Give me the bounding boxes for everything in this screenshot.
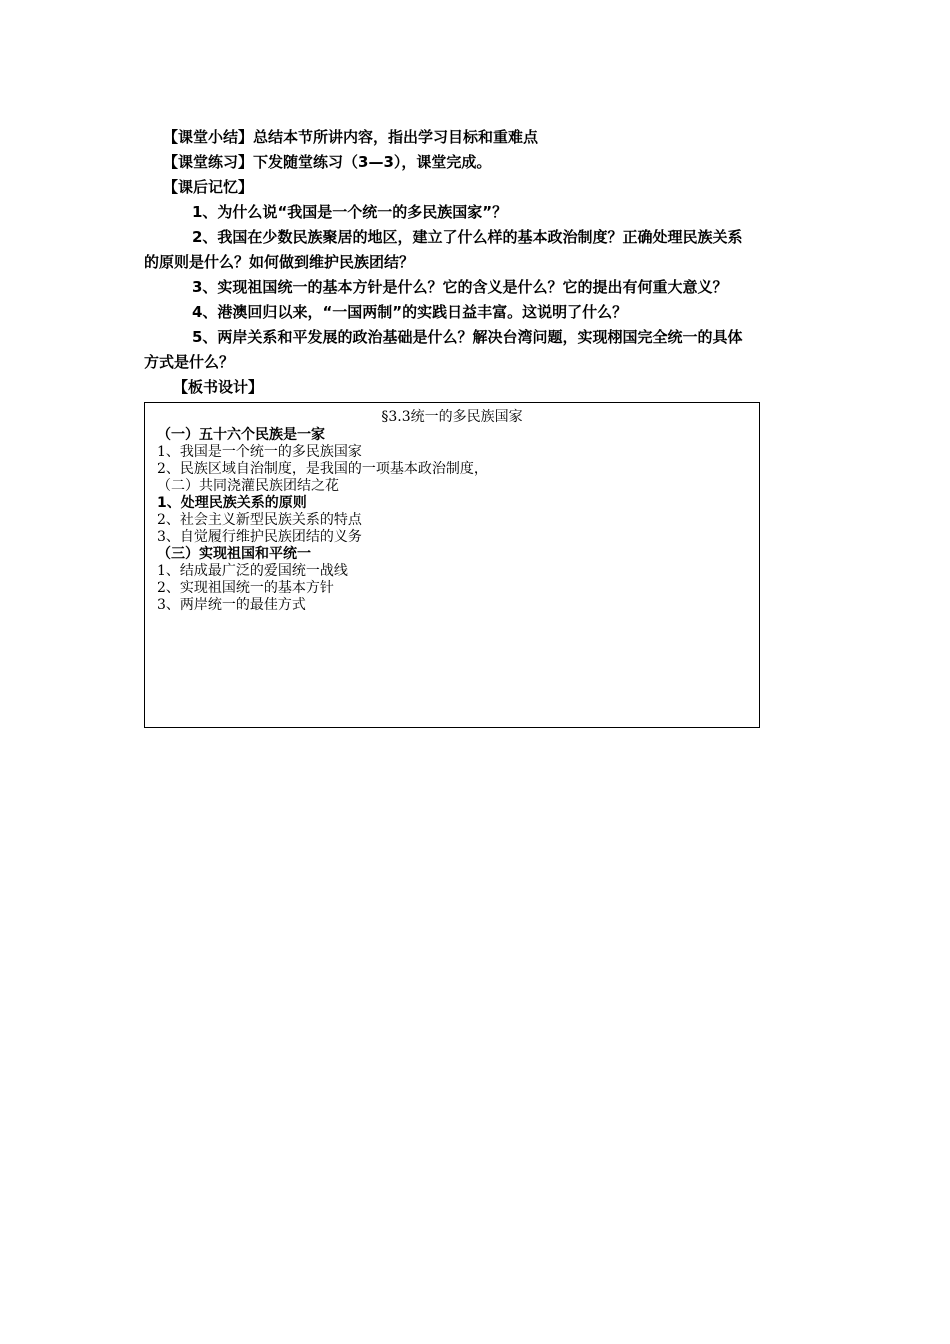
practice-paragraph <box>163 152 491 172</box>
board-item: 1、我国是一个统一的多民族国家 <box>157 444 362 460</box>
memory-question-1: 1、为什么说“我国是一个统一的多民族国家”？ <box>192 203 508 221</box>
summary-tag: 【课堂小结】 <box>163 128 254 146</box>
board-item: 3、两岸统一的最佳方式 <box>157 597 306 613</box>
board-section-3: （三）实现祖国和平统一 <box>157 546 311 562</box>
board-title: §3.3统一的多民族国家 <box>381 409 523 425</box>
board-item: 1、处理民族关系的原则 <box>157 495 307 511</box>
board-item: 2、实现祖国统一的基本方针 <box>157 580 334 596</box>
memory-question-2-line-2: 的原则是什么？如何做到维护民族团结？ <box>144 253 415 271</box>
board-item: 2、社会主义新型民族关系的特点 <box>157 512 362 528</box>
board-item: 2、民族区域自治制度，是我国的一项基本政治制度， <box>157 461 488 477</box>
memory-question-5-line-1: 5、两岸关系和平发展的政治基础是什么？解决台湾问题，实现栩国完全统一的具体 <box>192 328 743 346</box>
board-section-1: （一）五十六个民族是一家 <box>157 427 325 443</box>
practice-tag: 【课堂练习】 <box>163 153 254 171</box>
practice-text: 下发随堂练习（3—3），课堂完成。 <box>253 153 492 171</box>
memory-question-2-line-1: 2、我国在少数民族聚居的地区，建立了什么样的基本政治制度？正确处理民族关系 <box>192 228 743 246</box>
memory-question-3: 3、实现祖国统一的基本方针是什么？它的含义是什么？它的提出有何重大意义？ <box>192 278 728 296</box>
board-section-2: （二）共同浇灌民族团结之花 <box>157 478 339 494</box>
board-item: 1、结成最广泛的爱国统一战线 <box>157 563 348 579</box>
memory-question-5-line-2: 方式是什么？ <box>144 353 235 371</box>
board-design-box <box>144 402 760 728</box>
summary-text: 总结本节所讲内容，指出学习目标和重难点 <box>253 128 539 146</box>
board-heading: 【板书设计】 <box>173 378 264 396</box>
board-item: 3、自觉履行维护民族团结的义务 <box>157 529 362 545</box>
memory-question-4: 4、港澳回归以来，“一国两制”的实践日益丰富。这说明了什么？ <box>192 303 628 321</box>
summary-paragraph <box>163 127 538 147</box>
memory-heading: 【课后记忆】 <box>163 178 254 196</box>
